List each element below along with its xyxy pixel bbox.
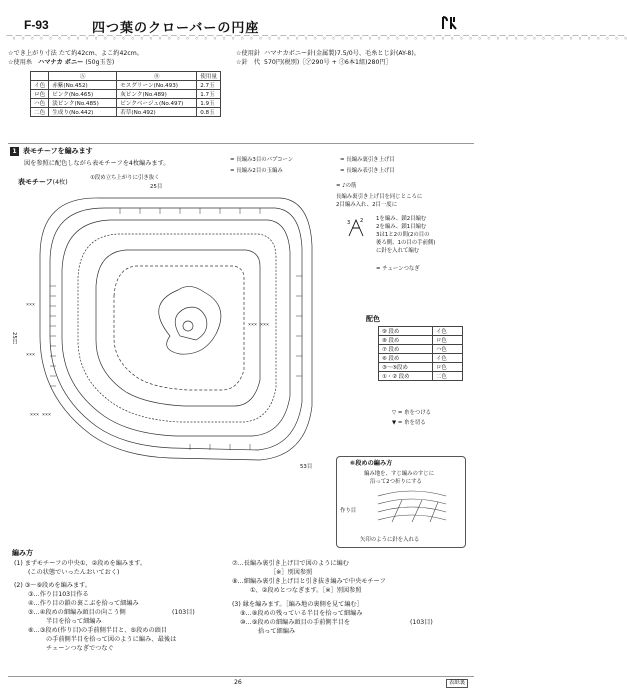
crochet-chart [20,186,320,470]
round6-diagram [372,488,452,528]
tool-spec: ☆使用針 ハマナカボニー針(金属製)7.5/0号、毛糸とじ針(AY-8)。 [236,50,420,57]
method-p1a: (1) まずモチーフの中央①、②段めを編みます。 [14,560,147,567]
section1-desc: 図を参照に配色しながら表モチーフを4枚編みます。 [24,160,170,167]
legend-step5: に針を入れて編む [376,248,420,254]
page-tag: 表紙裏 [446,679,468,688]
legend-popcorn: = 長編み3目のパプコーン [230,157,294,163]
section-divider [8,143,474,144]
color-table-title: 配色 [366,315,380,323]
svg-text:××× ×××: ××× ××× [30,412,52,418]
method-p1b: (この状態でいったんおいておく) [28,569,120,576]
table-row: ⑦ 段め ハ色 [379,345,463,354]
table-row: ハ色 淡ピンク(No.485) ピンクベージュ(No.497) 1.9玉 [31,99,221,108]
round6-line1: 編み地を、すじ編みのすじに [364,471,435,477]
chart-count-bottom: 53目 [300,464,313,470]
method-p2e: 半目を拾って細編み [46,618,102,625]
legend-step4: 後ろ側、1の目の手前側) [376,240,436,246]
method-p2r3: ⑧…細編み裏引き上げ目と引き抜き編みで中央モチーフ [232,578,386,585]
table-row: 二色 生成り(No.442) 若草(No.492) 0.8玉 [31,108,221,117]
method-p2r1: ⑦…長編み裏引き上げ目で図のように編む [232,560,349,567]
section1-heading: 1 表モチーフを編みます [10,146,93,156]
legend-front-post: = 長編み表引き上げ目 [340,168,395,174]
svg-text:×××: ××× [26,302,36,308]
method-p3e: (103目) [410,619,433,626]
method-p2i: (103目) [172,609,195,616]
chart-count-side: 25目 [11,332,17,345]
pattern-code: F-93 [24,18,49,32]
method-p3b: ⑨…⑧段めの残っている半目を拾って細編み [240,610,363,617]
method-p3d: 拾って細編み [258,628,296,635]
method-p2g: の手前側半目を拾って図のように編み、最後は [46,636,177,643]
round6-arrow-note: 矢印のように針を入れる [360,537,420,543]
brand-logo-icon [440,14,460,32]
table-row: ロ色 ピンク(No.465) 灰ピンク(No.489) 1.7玉 [31,90,221,99]
table-row: ⑥ 段め イ色 [379,354,463,363]
legend-back-post: = 長編み裏引き上げ目 [340,157,395,163]
color-table [378,326,463,381]
svg-text:3: 3 [347,220,351,226]
chart-title: 表モチーフ(4枚) [18,178,68,186]
chart-count-top: 25目 [150,184,163,190]
table-row: ⑨ 段め イ色 [379,327,463,336]
legend-step1: 1を編み、鎖2目編む [376,216,427,222]
legend-stripe: = ♪の筋 [336,183,357,189]
method-p2a: (2) ③～⑨段めを編みます。 [14,582,92,589]
method-p2f: ⑥…③段め(作り目)の手前側半目と、⑤段めの頭目 [28,627,168,634]
chart-note-start: ①段め立ち上がりに引き抜く [90,175,160,181]
legend-note2: 2目編み入れ、2目一度に [336,202,398,208]
attach-yarn-legend: ▽ = 糸をつける [392,410,432,416]
size-spec: ☆でき上がり寸法 たて約42cm、よこ約42cm。 [8,50,143,57]
footer-divider [8,676,474,677]
price-spec: ☆針 代 570円(税別)［㋐290号 + ㋑6本1組)280円］ [236,59,392,66]
legend-bobble: = 長編み2目の玉編み [230,168,283,174]
table-row: ①・② 段め 二色 [379,372,463,381]
method-p2b: ③…作り目103目作る [28,591,89,598]
method-title: 編み方 [12,549,33,557]
method-p3c: ⑩…⑨段めの細編み頭目の手前側半目を [240,619,351,626]
method-p3a: (3) 縁を編みます。［編み地の裏側を見て編む］ [232,601,363,608]
legend-step2: 2を編み、鎖1目編む [376,224,427,230]
svg-text:××× ×××: ××× ××× [248,322,270,328]
cut-yarn-legend: ▼ = 糸を切る [392,420,426,426]
page-number: 26 [234,679,242,686]
method-p2d: ⑤…④段めの細編み頭目の向こう側 [28,609,126,616]
table-row: イ色 赤紫(No.452) モスグリーン(No.493) 2.7玉 [31,81,221,90]
round6-front-label: 作り目 [340,508,357,514]
method-p2r4: ①、②段めとつなぎます。［※］別図参照 [250,587,362,594]
yarn-spec: ☆使用糸 ハマナカ ボニー (50g玉巻) [8,59,115,66]
page-title: 四つ葉のクローバーの円座 [92,21,260,36]
cross-stitch-icon [345,216,367,238]
legend-note1: 長編み裏引き上げ目を同じところに [336,194,423,200]
svg-text:×××: ××× [26,352,36,358]
svg-text:2: 2 [360,218,364,224]
table-row: ⑧ 段め ロ色 [379,336,463,345]
round6-line2: 沿って2つ折りにする [370,479,422,485]
method-p2c: ④…作り目の鎖の裏こぶを拾って細編み [28,600,139,607]
lace-border: ⌒◦⌒◦⌒◦⌒◦⌒◦⌒◦⌒◦⌒◦⌒◦⌒◦⌒◦⌒◦⌒◦⌒◦⌒◦⌒◦⌒◦⌒◦⌒◦⌒◦⌒◦⌒◦⌒◦⌒◦⌒◦⌒◦⌒◦⌒◦⌒◦⌒◦⌒◦⌒◦⌒◦⌒◦⌒◦⌒◦⌒◦⌒◦⌒◦⌒◦⌒◦⌒◦⌒◦⌒◦⌒◦⌒◦⌒◦⌒◦⌒◦⌒◦⌒◦⌒◦⌒◦⌒◦⌒◦⌒◦⌒◦⌒◦⌒◦⌒◦⌒◦⌒◦⌒◦⌒◦⌒◦⌒◦⌒◦⌒◦ [6,35,627,43]
round6-title: ⑥段めの編み方 [350,460,393,467]
table-row: ③～⑤段め ロ色 [379,363,463,372]
method-p2h: チェーンつなぎでつなぐ [46,645,114,652]
legend-step3: 3は1と2の間(2の目の [376,232,430,238]
method-p2r2: ［※］別図参照 [270,569,313,576]
yarn-table [30,71,221,117]
legend-chain-join: = チェーンつなぎ [376,266,420,272]
yarn-table-header: Ⓐ Ⓑ 使用量 [31,72,221,81]
